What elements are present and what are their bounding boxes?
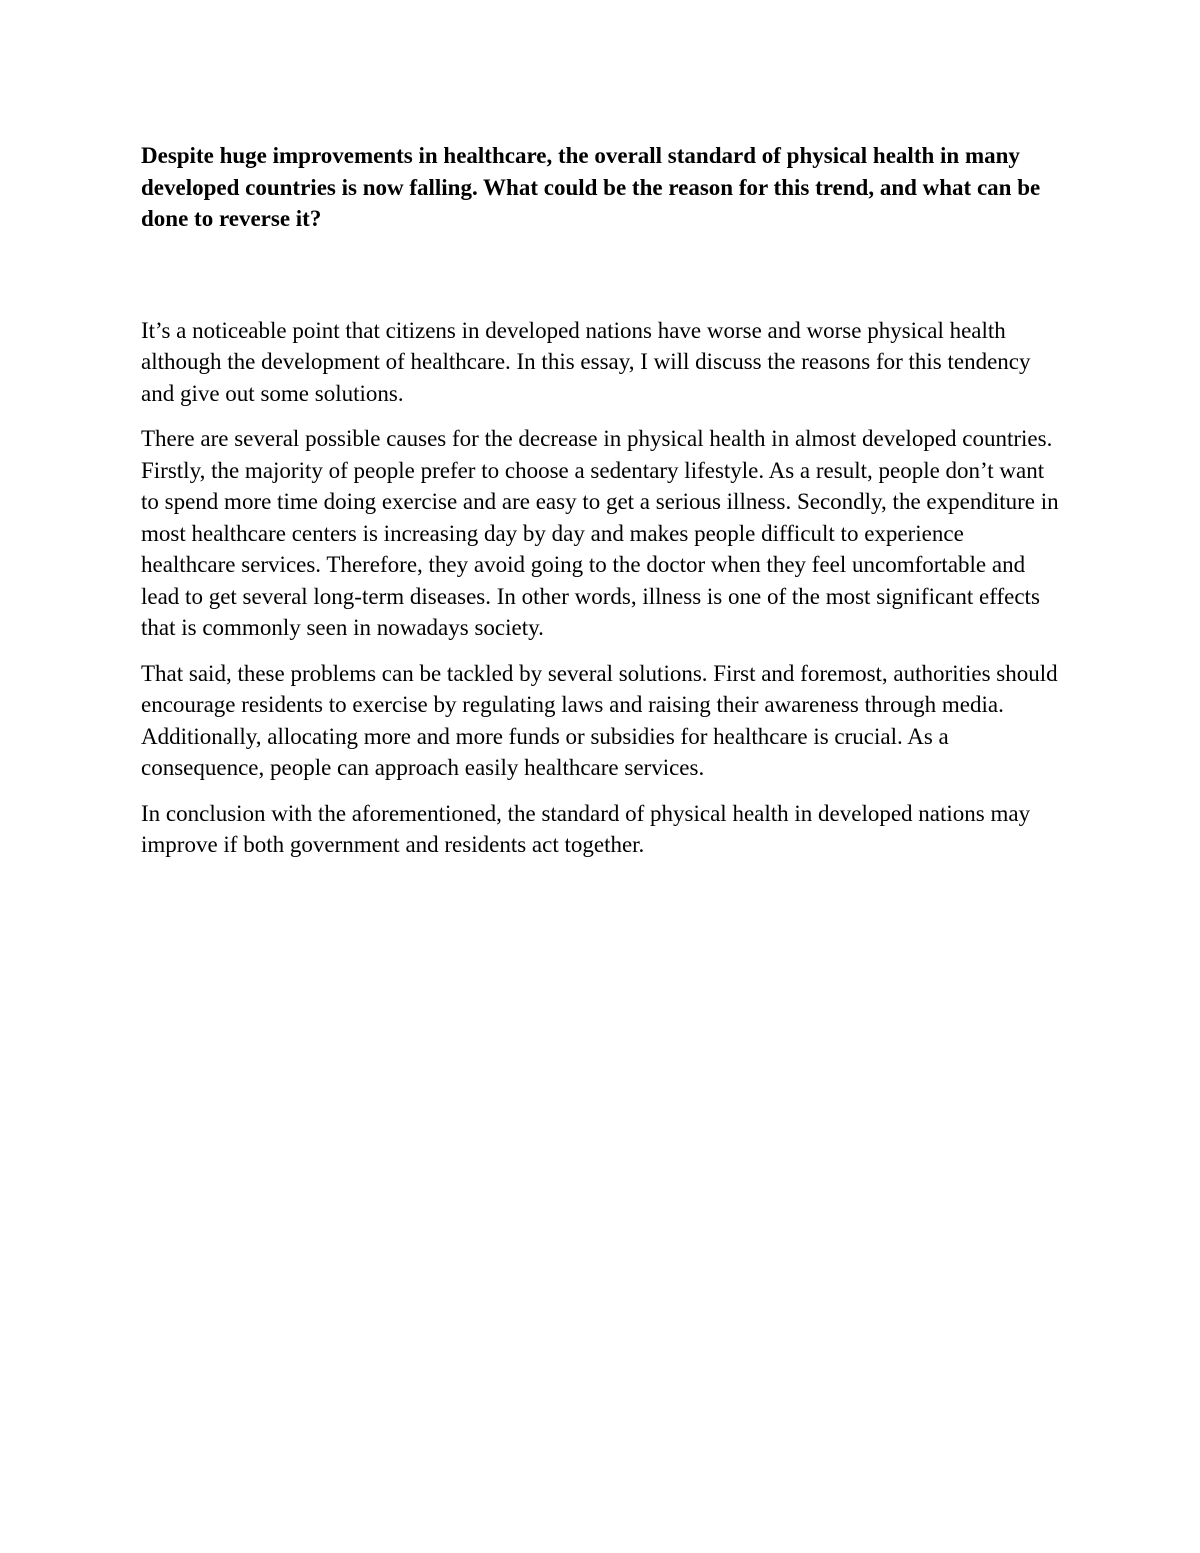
essay-text	[141, 315, 1061, 861]
essay-prompt: Despite huge improvements in healthcare, the overall standard of physical health in many developed countries is now falling. What could be the reason for this trend, and what can be done to reverse it?	[141, 143, 1041, 231]
essay-causes-paragraph: There are several possible causes for the decrease in physical health in almost developed countries. Firstly, the majority of people prefer to choose a sedentary lifestyle. As a result, people don’t want to spend more time doing exercise and are easy to get a serious illness. Secondly, the expenditure in most healthcare centers is increasing day by day and makes people difficult to experience healthcare services. Therefore, they avoid going to the doctor when they feel uncomfortable and lead to get several long-term diseases. In other words, illness is one of the most significant effects that is commonly seen in nowadays society.	[141, 426, 1059, 640]
essay-introduction: It’s a noticeable point that citizens in developed nations have worse and worse physical health although the development of healthcare. In this essay, I will discuss the reasons for this tendency and give out some solutions.	[141, 317, 1031, 406]
essay-conclusion: In conclusion with the aforementioned, the standard of physical health in developed nations may improve if both government and residents act together.	[141, 800, 1031, 857]
document-body	[141, 140, 1061, 875]
essay-solutions-paragraph: That said, these problems can be tackled by several solutions. First and foremost, authorities should encourage residents to exercise by regulating laws and raising their awareness through media. Additionally, allocating more and more funds or subsidies for healthcare is crucial. As a consequence, people can approach easily healthcare services.	[141, 660, 1058, 780]
